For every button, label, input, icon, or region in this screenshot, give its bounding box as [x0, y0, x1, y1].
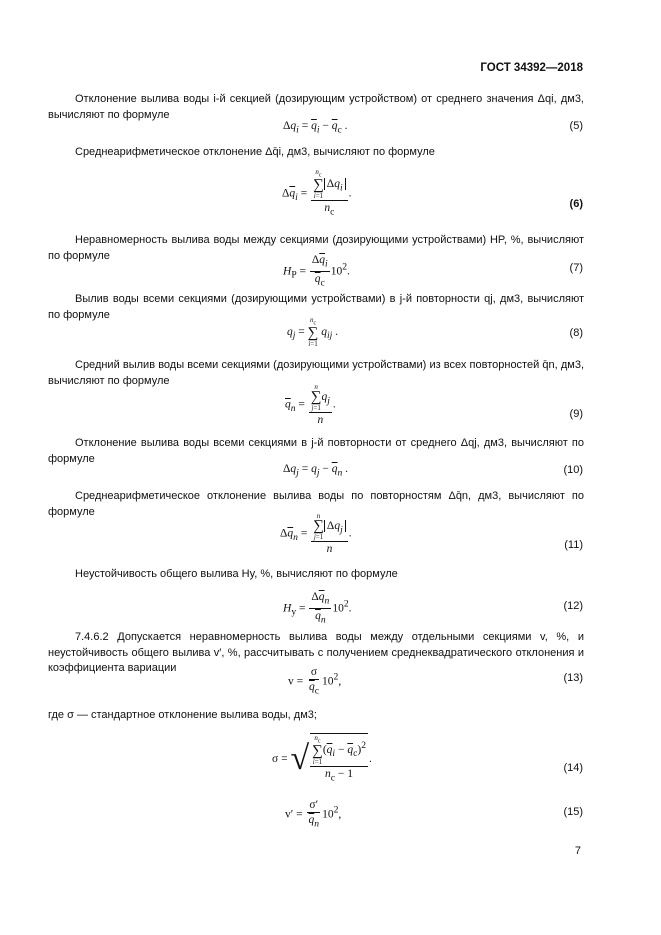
paragraph-9: 7.4.6.2 Допускается неравномерность вылива воды между отдельными секциями v, %, и неустойчивость общего вылива v′, %, рассчитывать с получением среднеквадратического отклонения и коэффициента вариации — [48, 631, 584, 674]
paragraph-1: Отклонение вылива воды i-й секцией (дозирующим устройством) от среднего значения Δqi, дм3, вычисляют по формуле — [48, 93, 584, 121]
equation-number-8: (8) — [569, 327, 583, 339]
equation-number-15: (15) — [563, 806, 583, 818]
paragraph-2: Среднеарифметическое отклонение Δq̄i, дм3, вычисляют по формуле — [75, 146, 435, 158]
paragraph-6: Отклонение вылива воды всеми секциями в j-й повторности от среднего Δqj, дм3, вычисляют по формуле — [48, 437, 584, 465]
equation-number-5: (5) — [569, 120, 583, 132]
formula-6: $\Delta\overline{q}_i$ = $n_c$ ∑ i=1 $\Delta q_i$ $n_c$ . — [282, 168, 352, 218]
equation-number-11: (11) — [564, 539, 583, 551]
document-header: ГОСТ 34392—2018 — [480, 62, 583, 74]
equation-number-13: (13) — [563, 672, 583, 684]
equation-number-7: (7) — [569, 262, 583, 274]
equation-number-10: (10) — [563, 464, 583, 476]
equation-number-6: (6) — [569, 198, 583, 210]
formula-11: $\Delta\overline{q}_n$ = n ∑ j=1 $\Delta q_j$ n . — [280, 512, 352, 555]
formula-9: $\overline{q}_n$ = n ∑ j=1 $q_j$ n . — [285, 383, 336, 426]
formula-5: $\Delta q_i = \overline{q}_i - \overline{q}_c$ . — [283, 120, 348, 136]
paragraph-7: Среднеарифметическое отклонение вылива воды по повторностям Δq̄n, дм3, вычисляют по формуле — [48, 490, 584, 518]
paragraph-3: Неравномерность вылива воды между секциями (дозирующими устройствами) HP, %, вычисляют по формуле — [48, 234, 584, 262]
paragraph-4: Вылив воды всеми секциями (дозирующими устройствами) в j-й повторности qj, дм3, вычисляют по формуле — [48, 293, 584, 321]
paragraph-5: Средний вылив воды всеми секциями (дозирующими устройствами) из всех повторностей q̄n, дм3, вычисляют по формуле — [48, 359, 584, 387]
formula-15: v′ = $\frac{\sigma'}{\overline{q}_n}$ $10^2$, — [285, 799, 342, 830]
equation-number-9: (9) — [569, 408, 583, 420]
formula-12: $H_y$ = $\frac{\Delta\overline{q}_n}{\overline{q}_n}$ $10^2$. — [283, 591, 352, 626]
page-number: 7 — [574, 845, 581, 857]
formula-14: σ = √ $n_c$ ∑ i=1 $(\overline{q}_i - \overline{q}_c)^2$ $n_c - 1$ . — [272, 734, 372, 784]
equation-number-12: (12) — [563, 600, 583, 612]
formula-13: v = $\frac{\sigma}{\overline{q}_c}$ $10^2$, — [288, 666, 342, 697]
formula-8: $q_j$ = $n_c$ ∑ i=1 $q_{ij}$ . — [287, 316, 339, 349]
paragraph-8: Неустойчивость общего вылива Hy, %, вычисляют по формуле — [75, 568, 398, 580]
formula-10: $\Delta q_j = q_j - \overline{q}_n$ . — [283, 463, 349, 479]
formula-7: $H_P$ = $\frac{\Delta\overline{q}_i}{\overline{q}_c}$ $10^2$. — [283, 254, 350, 289]
paragraph-10: где σ — стандартное отклонение вылива воды, дм3; — [48, 709, 317, 721]
equation-number-14: (14) — [563, 762, 583, 774]
